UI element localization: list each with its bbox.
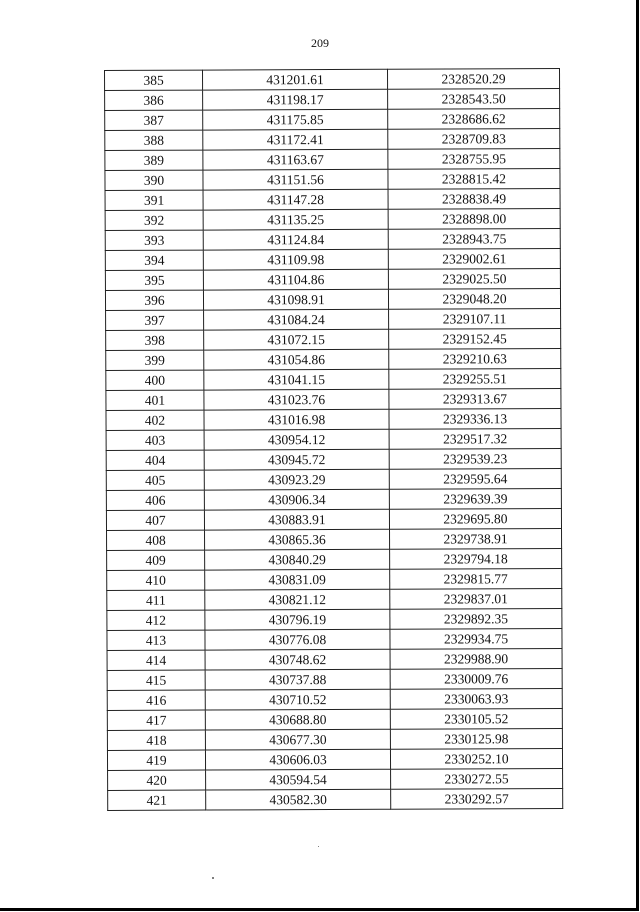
scan-speck [318,846,319,847]
point-number-cell: 403 [106,430,204,450]
table-row [108,769,563,791]
x-coordinate-cell: 430906.34 [204,489,389,510]
point-number-cell: 411 [107,590,205,610]
coordinate-table [104,68,563,811]
point-number-cell: 417 [107,710,205,730]
table-row [105,69,560,91]
x-coordinate-cell: 430737.88 [205,669,390,690]
y-coordinate-cell: 2329025.50 [388,269,560,290]
y-coordinate-cell: 2330009.76 [390,669,562,690]
table-row [107,649,562,671]
table-row [107,729,562,751]
x-coordinate-cell: 430776.08 [205,629,390,650]
x-coordinate-cell: 431124.84 [203,229,388,250]
y-coordinate-cell: 2328838.49 [388,189,560,210]
point-number-cell: 385 [105,70,203,90]
y-coordinate-cell: 2328815.42 [388,169,560,190]
y-coordinate-cell: 2329794.18 [390,549,562,570]
point-number-cell: 401 [106,390,204,410]
y-coordinate-cell: 2328709.83 [388,129,560,150]
point-number-cell: 402 [106,410,204,430]
y-coordinate-cell: 2329152.45 [389,329,561,350]
table-row [107,549,562,571]
y-coordinate-cell: 2330252.10 [390,749,562,770]
point-number-cell: 391 [105,190,203,210]
table-row [107,709,562,731]
table-row [106,389,561,411]
x-coordinate-cell: 431104.86 [203,269,388,290]
x-coordinate-cell: 431084.24 [204,309,389,330]
x-coordinate-cell: 430748.62 [205,649,390,670]
point-number-cell: 406 [106,490,204,510]
x-coordinate-cell: 430677.30 [205,729,390,750]
point-number-cell: 387 [105,110,203,130]
x-coordinate-cell: 430840.29 [205,549,390,570]
x-coordinate-cell: 430883.91 [204,509,389,530]
point-number-cell: 410 [107,570,205,590]
x-coordinate-cell: 431109.98 [203,249,388,270]
table-row [105,149,560,171]
table-row [105,129,560,151]
y-coordinate-cell: 2328686.62 [388,109,560,130]
y-coordinate-cell: 2330272.55 [391,769,563,790]
scan-speck [212,877,214,879]
table-row [107,669,562,691]
point-number-cell: 413 [107,630,205,650]
point-number-cell: 421 [108,790,206,810]
table-row [105,289,560,311]
y-coordinate-cell: 2330125.98 [390,729,562,750]
y-coordinate-cell: 2328520.29 [387,69,559,90]
point-number-cell: 419 [107,750,205,770]
point-number-cell: 409 [107,550,205,570]
table-row [106,329,561,351]
table-row [107,689,562,711]
y-coordinate-cell: 2329738.91 [390,529,562,550]
x-coordinate-cell: 430606.03 [205,749,390,770]
table-row [105,89,560,111]
y-coordinate-cell: 2328755.95 [388,149,560,170]
point-number-cell: 393 [105,230,203,250]
table-row [105,269,560,291]
point-number-cell: 400 [106,370,204,390]
y-coordinate-cell: 2329107.11 [389,309,561,330]
x-coordinate-cell: 431201.61 [203,69,388,90]
x-coordinate-cell: 431054.86 [204,349,389,370]
x-coordinate-cell: 431016.98 [204,409,389,430]
x-coordinate-cell: 430923.29 [204,469,389,490]
x-coordinate-cell: 430796.19 [205,609,390,630]
y-coordinate-cell: 2329837.01 [390,589,562,610]
point-number-cell: 395 [105,270,203,290]
y-coordinate-cell: 2328943.75 [388,229,560,250]
coordinate-table-body [105,69,563,811]
table-row [105,109,560,131]
table-row [107,749,562,771]
point-number-cell: 388 [105,130,203,150]
table-row [105,229,560,251]
x-coordinate-cell: 431172.41 [203,129,388,150]
x-coordinate-cell: 431151.56 [203,169,388,190]
point-number-cell: 412 [107,610,205,630]
y-coordinate-cell: 2329595.64 [389,469,561,490]
table-row [107,569,562,591]
point-number-cell: 396 [105,290,203,310]
y-coordinate-cell: 2328898.00 [388,209,560,230]
table-row [106,309,561,331]
table-row [105,249,560,271]
table-row [106,509,561,531]
point-number-cell: 415 [107,670,205,690]
table-row [107,629,562,651]
x-coordinate-cell: 430594.54 [206,769,391,790]
table-row [106,409,561,431]
point-number-cell: 389 [105,150,203,170]
point-number-cell: 394 [105,250,203,270]
point-number-cell: 390 [105,170,203,190]
y-coordinate-cell: 2329639.39 [389,489,561,510]
table-row [107,589,562,611]
table-row [105,189,560,211]
y-coordinate-cell: 2329048.20 [388,289,560,310]
y-coordinate-cell: 2330292.57 [391,789,563,810]
y-coordinate-cell: 2329255.51 [389,369,561,390]
y-coordinate-cell: 2329892.35 [390,609,562,630]
table-row [106,429,561,451]
table-row [107,609,562,631]
x-coordinate-cell: 430865.36 [205,529,390,550]
point-number-cell: 416 [107,690,205,710]
table-row [107,529,562,551]
point-number-cell: 420 [108,770,206,790]
y-coordinate-cell: 2329313.67 [389,389,561,410]
x-coordinate-cell: 430710.52 [205,689,390,710]
point-number-cell: 414 [107,650,205,670]
x-coordinate-cell: 431098.91 [203,289,388,310]
point-number-cell: 404 [106,450,204,470]
x-coordinate-cell: 430688.80 [205,709,390,730]
x-coordinate-cell: 431135.25 [203,209,388,230]
point-number-cell: 397 [106,310,204,330]
y-coordinate-cell: 2329815.77 [390,569,562,590]
point-number-cell: 407 [106,510,204,530]
point-number-cell: 408 [107,530,205,550]
y-coordinate-cell: 2329539.23 [389,449,561,470]
page-number: 209 [311,36,329,50]
x-coordinate-cell: 430821.12 [205,589,390,610]
x-coordinate-cell: 430954.12 [204,429,389,450]
table-row [105,209,560,231]
x-coordinate-cell: 430945.72 [204,449,389,470]
x-coordinate-cell: 431163.67 [203,149,388,170]
y-coordinate-cell: 2328543.50 [388,89,560,110]
y-coordinate-cell: 2329695.80 [389,509,561,530]
x-coordinate-cell: 431072.15 [204,329,389,350]
x-coordinate-cell: 431023.76 [204,389,389,410]
point-number-cell: 392 [105,210,203,230]
point-number-cell: 386 [105,90,203,110]
table-row [108,789,563,811]
table-row [106,469,561,491]
point-number-cell: 399 [106,350,204,370]
y-coordinate-cell: 2329517.32 [389,429,561,450]
y-coordinate-cell: 2330105.52 [390,709,562,730]
y-coordinate-cell: 2330063.93 [390,689,562,710]
table-row [106,489,561,511]
table-row [105,169,560,191]
x-coordinate-cell: 431041.15 [204,369,389,390]
table-row [106,369,561,391]
x-coordinate-cell: 431198.17 [203,89,388,110]
y-coordinate-cell: 2329210.63 [389,349,561,370]
y-coordinate-cell: 2329988.90 [390,649,562,670]
x-coordinate-cell: 431147.28 [203,189,388,210]
x-coordinate-cell: 431175.85 [203,109,388,130]
x-coordinate-cell: 430582.30 [206,789,391,810]
table-row [106,349,561,371]
y-coordinate-cell: 2329934.75 [390,629,562,650]
x-coordinate-cell: 430831.09 [205,569,390,590]
point-number-cell: 405 [106,470,204,490]
point-number-cell: 398 [106,330,204,350]
point-number-cell: 418 [107,730,205,750]
y-coordinate-cell: 2329336.13 [389,409,561,430]
y-coordinate-cell: 2329002.61 [388,249,560,270]
table-row [106,449,561,471]
